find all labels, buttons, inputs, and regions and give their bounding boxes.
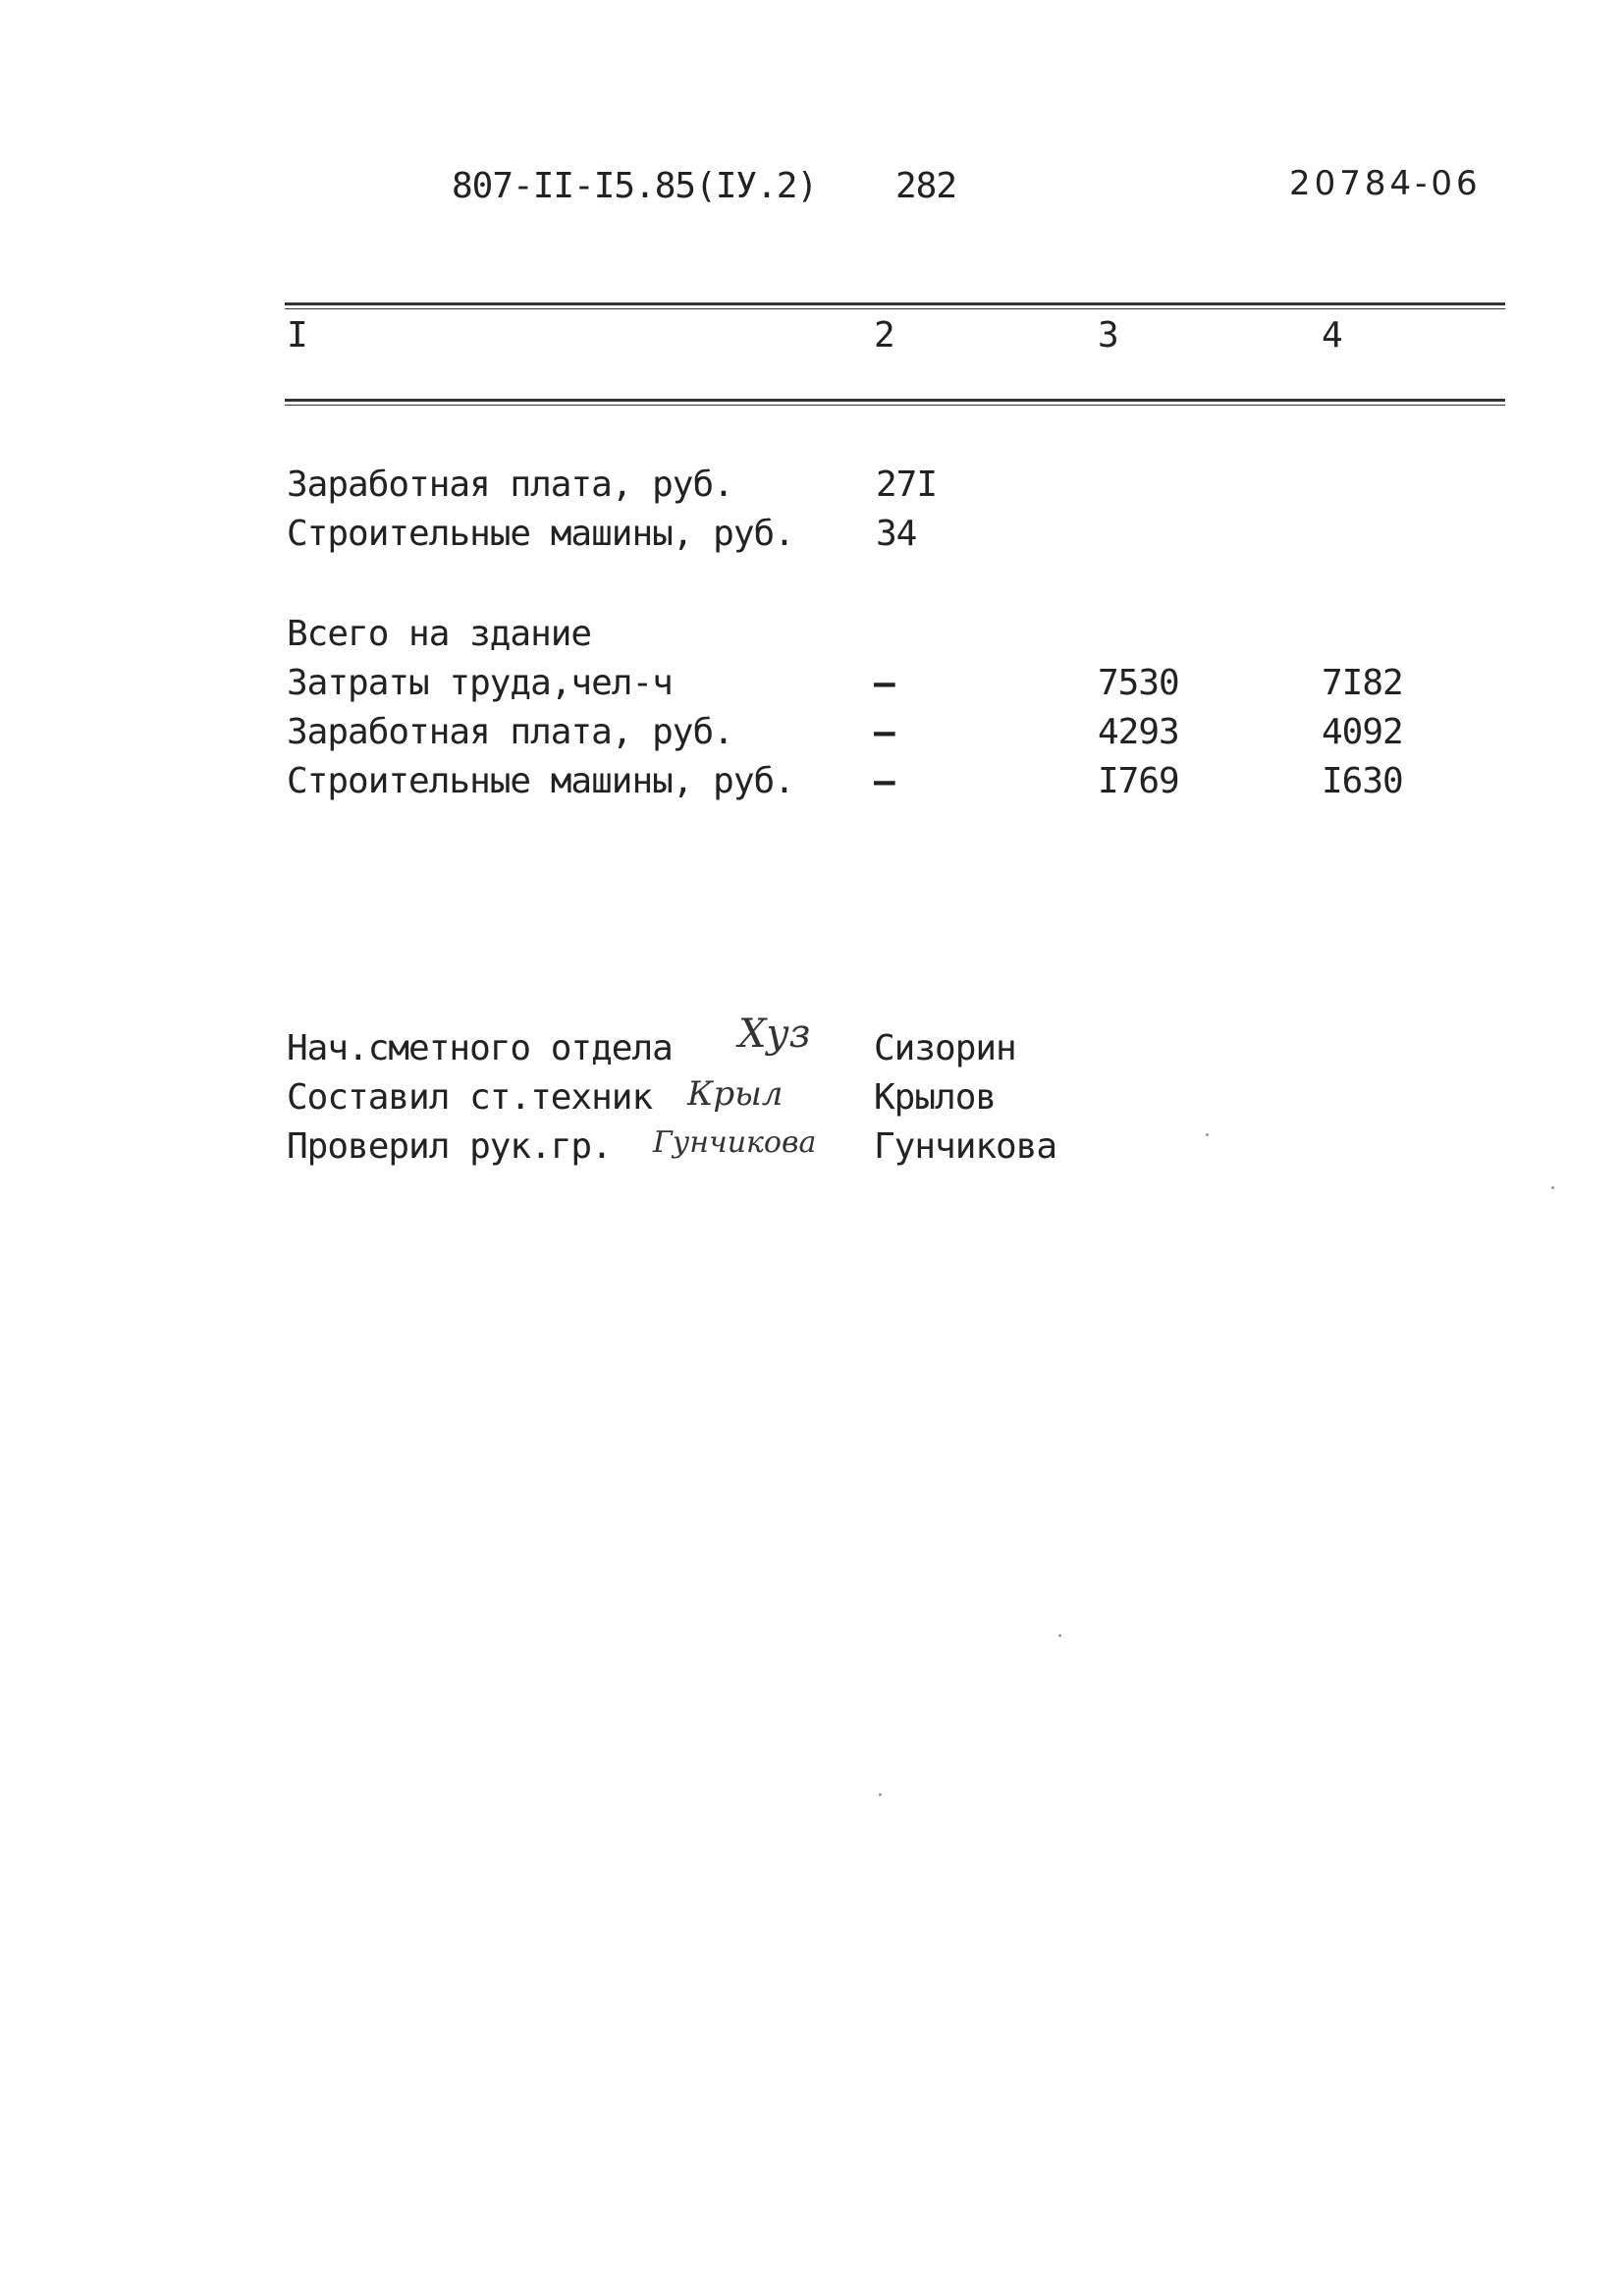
scan-speck — [1551, 1186, 1554, 1189]
signature-name: Крылов — [874, 1077, 997, 1118]
row-value-col2: – — [874, 663, 894, 703]
column-header-4: 4 — [1322, 315, 1342, 355]
table-top-rule — [285, 302, 1505, 305]
handwritten-signature: Гунчикова — [653, 1125, 817, 1160]
signature-role: Проверил рук.гр. — [287, 1126, 612, 1167]
section-title: Всего на здание — [287, 614, 592, 654]
row-label: Заработная плата, руб. — [287, 712, 733, 752]
scan-speck — [1058, 1634, 1061, 1637]
header-bottom-rule — [285, 399, 1505, 402]
row-value-col2: – — [874, 712, 894, 752]
column-header-3: 3 — [1098, 315, 1118, 355]
scan-speck — [879, 1793, 882, 1796]
row-label: Строительные машины, руб. — [287, 761, 794, 801]
document-code: 807-II-I5.85(IУ.2) — [452, 166, 818, 206]
row-value-col2: 34 — [876, 514, 917, 554]
handwritten-signature: Хуз — [738, 1011, 811, 1057]
row-value-col2: 27I — [876, 465, 938, 505]
header-bottom-rule-thin — [285, 405, 1505, 406]
row-label: Заработная плата, руб. — [287, 465, 733, 505]
archive-number: 20784-06 — [1289, 164, 1482, 203]
column-header-2: 2 — [874, 315, 894, 355]
signature-name: Сизорин — [874, 1028, 1016, 1068]
row-value-col4: 4092 — [1322, 712, 1403, 752]
row-value-col2: – — [874, 761, 894, 801]
scan-speck — [1206, 1133, 1209, 1136]
row-label: Затраты труда,чел-ч — [287, 663, 673, 703]
row-value-col3: 7530 — [1098, 663, 1179, 703]
table-top-rule-thin — [285, 308, 1505, 309]
row-value-col3: 4293 — [1098, 712, 1179, 752]
column-header-1: I — [287, 315, 307, 355]
page-number: 282 — [895, 166, 957, 206]
signature-role: Нач.сметного отдела — [287, 1028, 673, 1068]
row-value-col3: I769 — [1098, 761, 1179, 801]
signature-role: Составил ст.техник — [287, 1077, 653, 1118]
row-label: Строительные машины, руб. — [287, 514, 794, 554]
row-value-col4: I630 — [1322, 761, 1403, 801]
row-value-col4: 7I82 — [1322, 663, 1403, 703]
handwritten-signature: Крыл — [687, 1074, 784, 1114]
signature-name: Гунчикова — [874, 1126, 1057, 1167]
